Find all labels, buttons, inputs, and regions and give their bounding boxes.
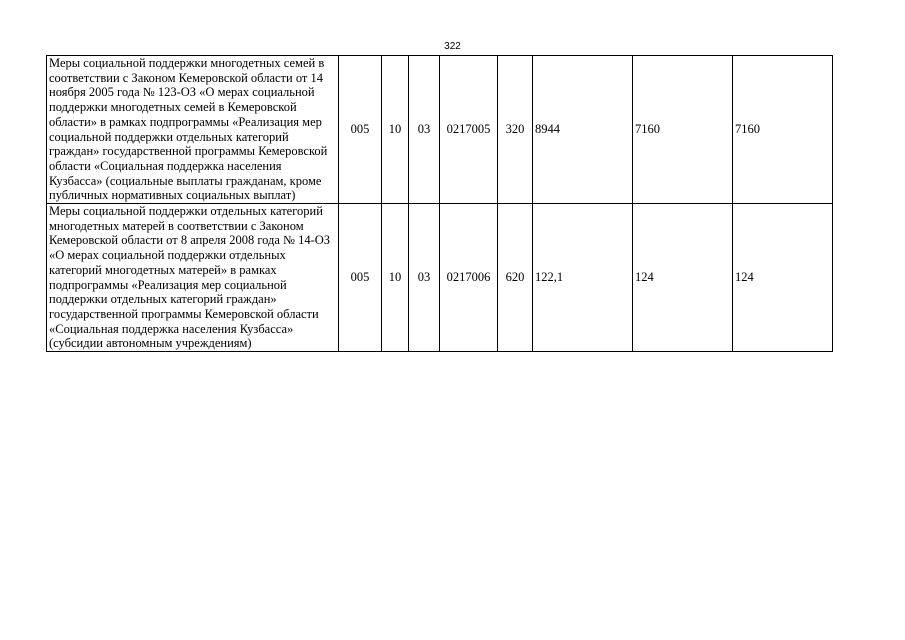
row-description: Меры социальной поддержки многодетных семей в соответствии с Законом Кемеровской области от 14 ноября 2005 года № 123-ОЗ «О мерах социальной поддержки многодетных семей в Кемеровской области» в рамках подпрограммы «Реализация мер социальной поддержки отдельных категорий граждан» государственной программы Кемеровской области «Социальная поддержка населения Кузбасса» (социальные выплаты гражданам, кроме публичных нормативных социальных выплат)	[47, 56, 339, 204]
amount-1-cell: 122,1	[533, 204, 633, 352]
budget-table	[46, 55, 833, 352]
table-row	[47, 204, 833, 352]
amount-3-cell: 124	[733, 204, 833, 352]
amount-1-cell: 8944	[533, 56, 633, 204]
subsection-code-cell: 03	[409, 56, 440, 204]
expense-type-cell: 620	[498, 204, 533, 352]
expense-type-cell: 320	[498, 56, 533, 204]
amount-2-cell: 7160	[633, 56, 733, 204]
target-article-cell: 0217005	[440, 56, 498, 204]
target-article-cell: 0217006	[440, 204, 498, 352]
amount-2-cell: 124	[633, 204, 733, 352]
table-row	[47, 56, 833, 204]
section-code-cell: 10	[382, 204, 409, 352]
row-description: Меры социальной поддержки отдельных категорий многодетных матерей в соответствии с Законом Кемеровской области от 8 апреля 2008 года № 14-ОЗ «О мерах социальной поддержки отдельных категорий многодетных матерей» в рамках подпрограммы «Реализация мер социальной поддержки отдельных категорий граждан» государственной программы Кемеровской области «Социальная поддержка населения Кузбасса» (субсидии автономным учреждениям)	[47, 204, 339, 352]
amount-3-cell: 7160	[733, 56, 833, 204]
section-code-cell: 10	[382, 56, 409, 204]
ministry-code-cell: 005	[339, 204, 382, 352]
subsection-code-cell: 03	[409, 204, 440, 352]
ministry-code-cell: 005	[339, 56, 382, 204]
page-number: 322	[444, 41, 461, 52]
